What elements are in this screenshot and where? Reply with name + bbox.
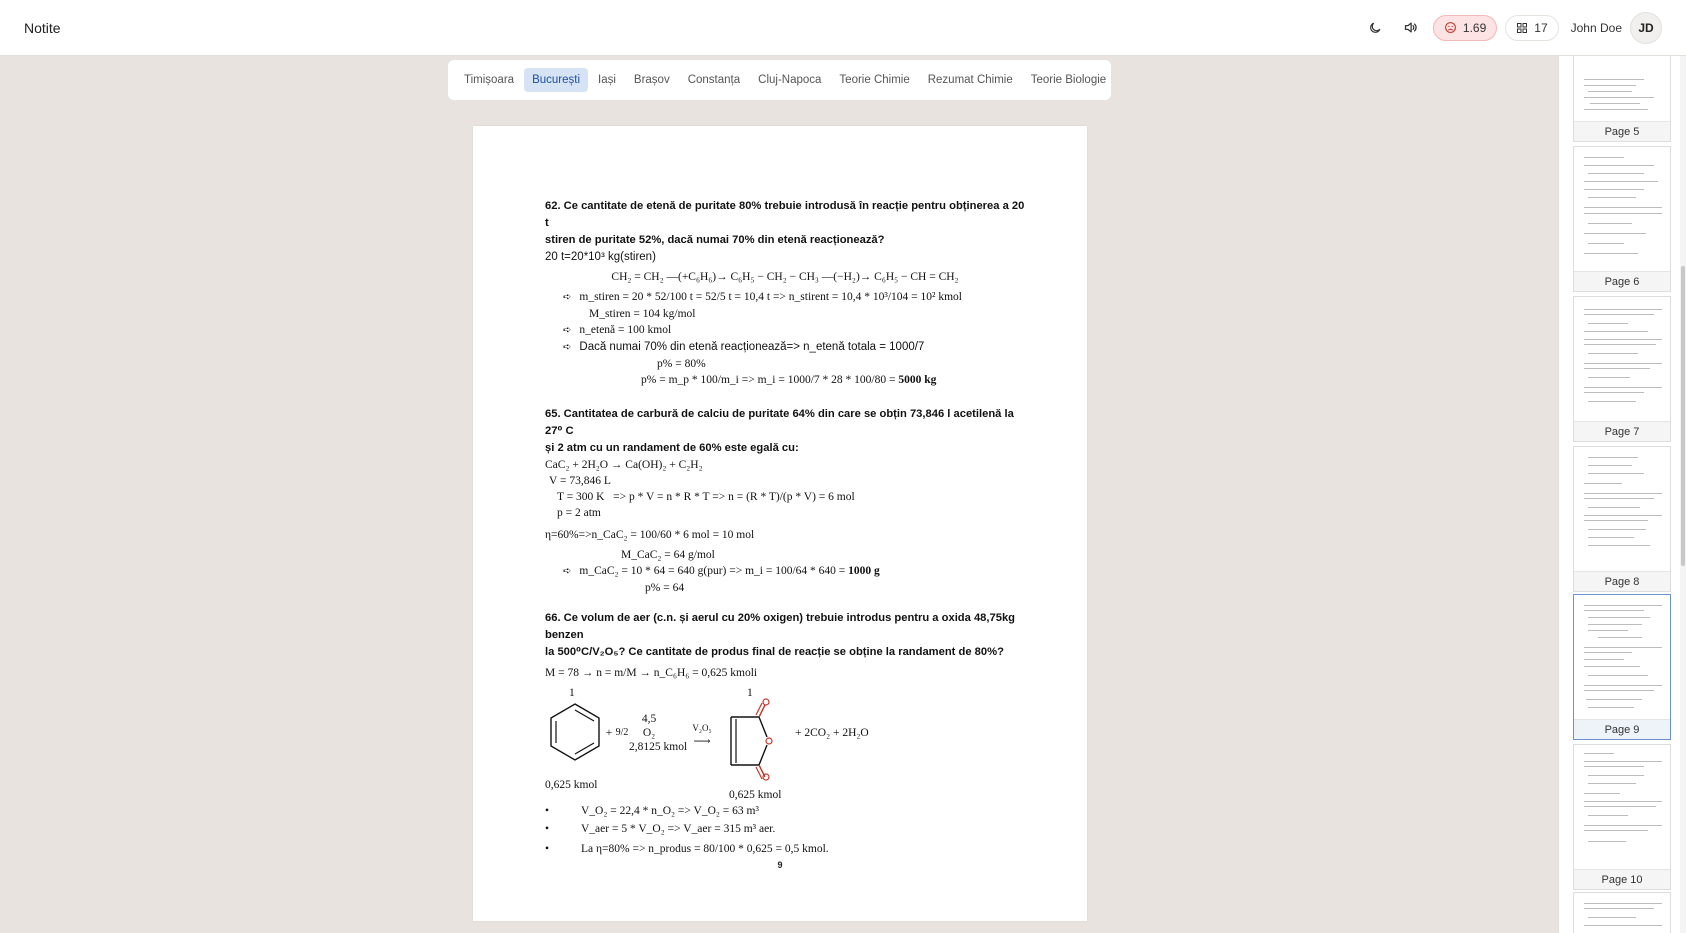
- tab-brasov[interactable]: Brașov: [633, 74, 670, 86]
- maleic-anhydride-block: [725, 685, 781, 781]
- q62-mass-line: 20 t=20*10³ kg(stiren): [545, 251, 656, 263]
- kmol-row: [545, 777, 1025, 803]
- thumb-page-10[interactable]: [1573, 744, 1671, 890]
- q65-M-CaC2: M_CaC₂ = 64 g/mol: [621, 549, 715, 561]
- q62-p80: p% = 80%: [657, 358, 706, 370]
- mood-value: 1.69: [1462, 20, 1487, 35]
- sidebar-scrollbar-thumb[interactable]: [1681, 266, 1685, 566]
- benzene-coef: 1: [569, 687, 575, 699]
- grid-icon: [1516, 22, 1528, 34]
- catalyst-arrow: [679, 720, 725, 746]
- q66-bullet-3: [545, 841, 1025, 857]
- q66-title-line1: 66. Ce volum de aer (c.n. și aerul cu 20% oxigen) trebuie introdus pentru a oxida 48,75kg benzen: [545, 612, 1016, 641]
- thumb-preview: [1574, 56, 1670, 121]
- dark-mode-toggle[interactable]: [1361, 14, 1389, 42]
- thumb-label: Page 6: [1574, 271, 1670, 291]
- q62-p-formula: p% = m_p * 100/m_i => m_i = 1000/7 * 28 * 100/80 =: [641, 374, 896, 386]
- o2-coef: 4,5: [641, 713, 657, 725]
- thumb-label: Page 5: [1574, 121, 1670, 141]
- thumb-preview: [1574, 297, 1670, 421]
- right-arrow-icon: ⟶: [693, 734, 711, 748]
- thumb-preview: [1574, 745, 1670, 869]
- q65-pv: => p * V = n * R * T => n = (R * T)/(p * V) = 6 mol: [613, 491, 855, 503]
- thumb-page-6[interactable]: [1573, 146, 1671, 292]
- tab-timisoara[interactable]: Timișoara: [464, 74, 515, 86]
- app-title[interactable]: Notite: [24, 19, 61, 36]
- benzene-kmol: 0,625 kmol: [545, 779, 598, 791]
- q62-result: 5000 kg: [898, 374, 937, 386]
- tab-constanta[interactable]: Constanța: [687, 74, 741, 86]
- q66-bullet-1: [545, 803, 1025, 819]
- q62-daca-text: Dacă numai 70% din etenă reacționează=> n_etenă totala = 1000/7: [579, 341, 925, 353]
- avatar[interactable]: JD: [1630, 12, 1662, 44]
- page-number: 9: [777, 860, 783, 870]
- q62-title-line1: 62. Ce cantitate de etenă de puritate 80% trebuie introdusă în reacție pentru obținerea a 20 t: [545, 200, 1025, 229]
- page-content: [545, 198, 1025, 857]
- thumb-preview: [1574, 147, 1670, 271]
- q65-title-line2: și 2 atm cu un randament de 60% este egală cu:: [545, 442, 799, 454]
- top-bar: [0, 0, 1686, 56]
- q65-T-line: [545, 489, 1025, 505]
- mood-badge[interactable]: [1433, 15, 1497, 41]
- q65-V: V = 73,846 L: [549, 475, 611, 487]
- q62-p-formula-line: [545, 372, 1025, 388]
- arrow-icon: ➪: [563, 566, 572, 577]
- arrow-icon: ➪: [563, 325, 572, 336]
- q66-b2-text: V_aer = 5 * V_O₂ => V_aer = 315 m³ aer.: [581, 823, 776, 835]
- q65-eta: η=60%=>n_CaC₂ = 100/60 * 6 mol = 10 mol: [545, 529, 755, 541]
- q62-n-etena: [545, 322, 1025, 339]
- thumb-page-8[interactable]: [1573, 446, 1671, 592]
- tab-bar: [448, 60, 1111, 100]
- page-thumbnails-sidebar[interactable]: [1558, 56, 1686, 933]
- thumb-preview: [1574, 447, 1670, 571]
- bullet-icon: •: [545, 823, 550, 835]
- q65-result: 1000 g: [848, 565, 880, 577]
- q66-M-line: M = 78 → n = m/M → n_C₆H₆ = 0,625 kmoli: [545, 667, 758, 679]
- o2-block: [629, 712, 688, 754]
- pages-value: 17: [1534, 20, 1548, 35]
- tab-teorie-chimie[interactable]: Teorie Chimie: [839, 74, 910, 86]
- product-coef: 1: [747, 687, 753, 699]
- q65-p: p = 2 atm: [557, 507, 601, 519]
- product-kmol: 0,625 kmol: [729, 789, 782, 801]
- q66-title-line2: la 500⁰C/V₂O₅? Ce cantitate de produs final de reacție se obține la randament de 80%?: [545, 646, 1004, 658]
- q62-M-stiren: M_stiren = 104 kg/mol: [589, 308, 696, 320]
- arrow-icon: ➪: [563, 292, 572, 303]
- anhydride-structure-icon: [725, 697, 781, 781]
- arrow-icon: ➪: [563, 342, 572, 353]
- thumb-page-11-partial[interactable]: [1573, 892, 1671, 933]
- thumb-preview: [1574, 595, 1670, 719]
- plus-sign: +: [605, 727, 613, 739]
- q62-daca: [545, 339, 1025, 356]
- thumb-label: Page 10: [1574, 869, 1670, 889]
- q65-m-CaC2-line: [545, 563, 1025, 580]
- user-name: John Doe: [1570, 20, 1622, 35]
- tab-teorie-biologie[interactable]: Teorie Biologie: [1030, 74, 1107, 86]
- sidebar-scrollbar[interactable]: [1680, 56, 1686, 933]
- tab-bucuresti[interactable]: București: [524, 68, 588, 92]
- thumb-label: Page 7: [1574, 421, 1670, 441]
- thumb-page-7[interactable]: [1573, 296, 1671, 442]
- q62-n-etena-text: n_etenă = 100 kmol: [579, 324, 672, 336]
- q62-title-line2: stiren de puritate 52%, dacă numai 70% din etenă reacționează?: [545, 234, 885, 246]
- q66-reaction-diagram: [545, 685, 1025, 781]
- document-page: [473, 126, 1087, 921]
- thumb-page-5[interactable]: [1573, 56, 1671, 142]
- bullet-icon: •: [545, 805, 550, 817]
- q65-title-line1: 65. Cantitatea de carbură de calciu de puritate 64% din care se obțin 73,846 l acetilenă la 27⁰ C: [545, 408, 1014, 437]
- bullet-icon: •: [545, 843, 550, 855]
- q62-reaction: CH₂ = CH₂ —(+C₆H₆)→ C₆H₅ − CH₂ − CH₃ —(−H₂)→ C₆H₅ − CH = CH₂: [611, 271, 959, 283]
- topbar-actions: [1361, 12, 1662, 44]
- face-icon: [1444, 21, 1457, 34]
- speaker-icon: [1403, 20, 1418, 35]
- tab-iasi[interactable]: Iași: [598, 74, 616, 86]
- catalyst-label: V₂O₅: [692, 723, 712, 733]
- q65-reaction: CaC₂ + 2H₂O → Ca(OH)₂ + C₂H₂: [545, 459, 703, 471]
- benzene-block: [545, 685, 603, 781]
- q62-m-stiren: [545, 289, 1025, 306]
- pages-badge[interactable]: [1505, 15, 1558, 41]
- o2-kmol: 2,8125 kmol: [629, 741, 688, 753]
- tab-cluj-napoca[interactable]: Cluj-Napoca: [758, 74, 822, 86]
- q65-T: T = 300 K: [557, 491, 605, 503]
- sound-toggle[interactable]: [1397, 14, 1425, 42]
- o2-formula: O₂: [642, 727, 656, 739]
- q65-p64: p% = 64: [645, 582, 685, 594]
- moon-icon: [1368, 21, 1382, 35]
- thumb-page-9[interactable]: [1573, 594, 1671, 740]
- thumb-label: Page 9: [1574, 719, 1670, 739]
- q65-m-CaC2: m_CaC₂ = 10 * 64 = 640 g(pur) => m_i = 100/64 * 640 =: [579, 565, 846, 577]
- q62-m-stiren-text: m_stiren = 20 * 52/100 t = 52/5 t = 10,4 t => n_stirent = 10,4 * 10³/104 = 10² kmol: [579, 291, 962, 303]
- co2-products: + 2CO₂ + 2H₂O: [795, 727, 869, 739]
- thumb-preview: [1574, 893, 1670, 933]
- q66-bullet-2: [545, 821, 1025, 837]
- q66-b3-text: La η=80% => n_produs = 80/100 * 0,625 = 0,5 kmol.: [581, 843, 829, 855]
- benzene-ring-icon: [547, 701, 603, 763]
- tab-rezumat-chimie[interactable]: Rezumat Chimie: [927, 74, 1013, 86]
- thumb-label: Page 8: [1574, 571, 1670, 591]
- q66-b1-text: V_O₂ = 22,4 * n_O₂ => V_O₂ = 63 m³: [581, 805, 759, 817]
- q66-fraction: 9/2: [615, 727, 629, 738]
